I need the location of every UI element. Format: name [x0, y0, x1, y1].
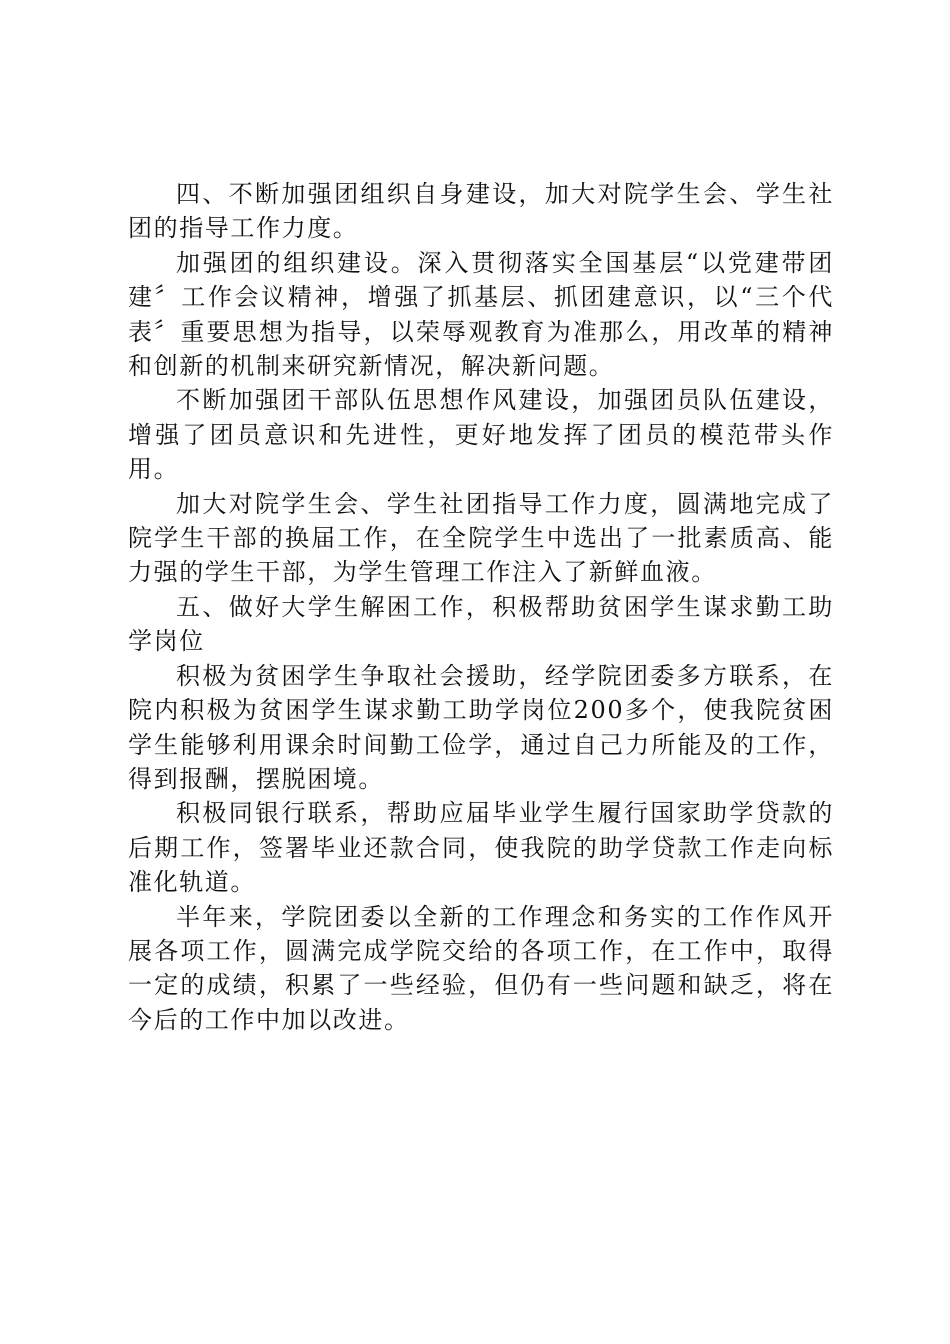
- section-heading-five: 五、做好大学生解困工作，积极帮助贫困学生谋求勤工助学岗位: [128, 592, 834, 656]
- section-heading-four: 四、不断加强团组织自身建设，加大对院学生会、学生社团的指导工作力度。: [128, 180, 834, 243]
- paragraph-student-loans: 积极同银行联系，帮助应届毕业学生履行国家助学贷款的后期工作，签署毕业还款合同，使我院的助学贷款工作走向标准化轨道。: [128, 799, 834, 897]
- paragraph-student-union-guidance: 加大对院学生会、学生社团指导工作力度，圆满地完成了院学生干部的换届工作，在全院学生中选出了一批素质高、能力强的学生干部，为学生管理工作注入了新鲜血液。: [128, 489, 834, 587]
- paragraph-organization-building: 加强团的组织建设。深入贯彻落实全国基层“以党建带团建〞工作会议精神，增强了抓基层、抓团建意识，以“三个代表〞重要思想为指导，以荣辱观教育为准那么，用改革的精神和创新的机制来研究新情况，解决新问题。: [128, 248, 834, 381]
- paragraph-work-study-positions: 积极为贫困学生争取社会援助，经学院团委多方联系，在院内积极为贫困学生谋求勤工助学岗位200多个，使我院贫困学生能够利用课余时间勤工俭学，通过自己力所能及的工作，得到报酬，摆脱困境。: [128, 661, 834, 793]
- paragraph-summary: 半年来，学院团委以全新的工作理念和务实的工作作风开展各项工作，圆满完成学院交给的各项工作，在工作中，取得一定的成绩，积累了一些经验，但仍有一些问题和缺乏，将在今后的工作中加以改进。: [128, 902, 834, 1034]
- document-body: [128, 177, 834, 1037]
- paragraph-cadre-team-building: 不断加强团干部队伍思想作风建设，加强团员队伍建设，增强了团员意识和先进性，更好地发挥了团员的模范带头作用。: [128, 386, 834, 484]
